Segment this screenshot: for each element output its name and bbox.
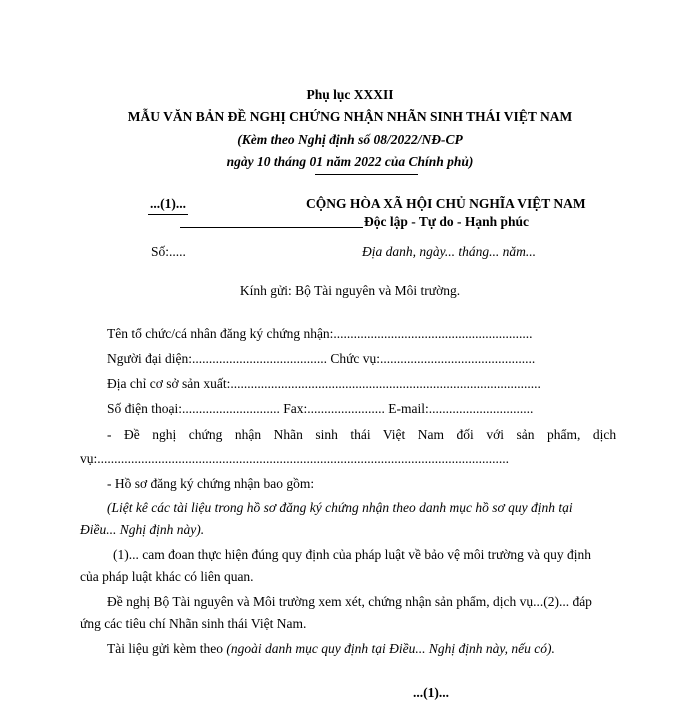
signer-placeholder: ...(1)... <box>413 685 449 700</box>
document-title: MẪU VĂN BẢN ĐỀ NGHỊ CHỨNG NHẬN NHÃN SINH THÁI VIỆT NAM <box>127 109 573 124</box>
national-motto: Độc lập - Tự do - Hạnh phúc <box>364 214 530 229</box>
proposal-line2: ứng các tiêu chí Nhãn sinh thái Việt Nam. <box>80 616 307 631</box>
org-placeholder: ...(1)... <box>150 196 186 211</box>
motto-left-line <box>180 227 363 228</box>
proposal-line1: Đề nghị Bộ Tài nguyên và Môi trường xem xét, chứng nhận sản phẩm, dịch vụ...(2)... đáp <box>107 594 592 609</box>
appendix-number: Phụ lục XXXII <box>306 87 394 102</box>
place-and-date: Địa danh, ngày... tháng... năm... <box>362 244 536 259</box>
national-title: CỘNG HÒA XÃ HỘI CHỦ NGHĨA VIỆT NAM <box>306 196 586 211</box>
request-paragraph-line2: vụ:.......................................................................................................................... <box>80 451 510 466</box>
contact-field: Số điện thoại:............................. Fax:....................... E-mail:............................... <box>107 401 534 416</box>
org-underline <box>148 214 188 215</box>
attachments-line: Tài liệu gửi kèm theo (ngoài danh mục quy định tại Điều... Nghị định này, nếu có). <box>107 641 555 656</box>
decree-reference-line1: (Kèm theo Nghị định số 08/2022/NĐ-CP <box>237 132 463 147</box>
commitment-line1: (1)... cam đoan thực hiện đúng quy định của pháp luật về bảo vệ môi trường và quy định <box>113 547 592 562</box>
dossier-note-line2: Điều... Nghị định này). <box>80 522 205 537</box>
recipient-line: Kính gửi: Bộ Tài nguyên và Môi trường. <box>239 283 461 298</box>
representative-field: Người đại diện:........................................ Chức vụ:.............................................. <box>107 351 536 366</box>
header-underline <box>315 174 418 175</box>
dossier-note-line1: (Liệt kê các tài liệu trong hồ sơ đăng ký chứng nhận theo danh mục hồ sơ quy định tại <box>107 500 573 515</box>
request-paragraph-line1: - Đề nghị chứng nhận Nhãn sinh thái Việt Nam đối với sản phẩm, dịch <box>107 427 617 442</box>
commitment-line2: của pháp luật khác có liên quan. <box>80 569 254 584</box>
production-address-field: Địa chỉ cơ sở sản xuất:............................................................................................ <box>107 376 541 391</box>
document-number: Số:..... <box>151 244 186 259</box>
applicant-name-field: Tên tổ chức/cá nhân đăng ký chứng nhận:........................................................... <box>107 326 533 341</box>
dossier-heading: - Hồ sơ đăng ký chứng nhận bao gồm: <box>107 476 315 491</box>
decree-reference-line2: ngày 10 tháng 01 năm 2022 của Chính phủ) <box>226 154 474 169</box>
